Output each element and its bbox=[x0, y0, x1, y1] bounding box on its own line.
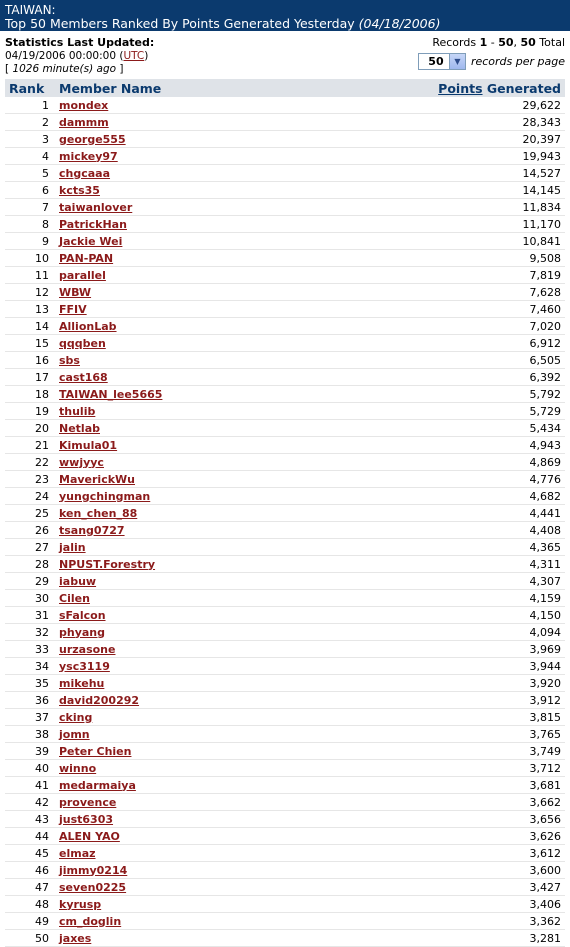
rank-cell: 42 bbox=[5, 794, 55, 811]
table-row bbox=[5, 284, 565, 301]
rank-cell: 20 bbox=[5, 420, 55, 437]
records-per-page-label: records per page bbox=[470, 55, 565, 68]
points-cell: 29,622 bbox=[290, 97, 565, 114]
table-row bbox=[5, 97, 565, 114]
points-cell: 9,508 bbox=[290, 250, 565, 267]
member-name-link[interactable]: wwjyyc bbox=[59, 455, 104, 469]
ago-text: 1026 minute(s) ago bbox=[12, 63, 117, 75]
rank-cell: 33 bbox=[5, 641, 55, 658]
member-cell bbox=[55, 301, 290, 318]
member-name-link[interactable]: kcts35 bbox=[59, 183, 100, 197]
table-row bbox=[5, 505, 565, 522]
rank-cell: 32 bbox=[5, 624, 55, 641]
rank-cell: 30 bbox=[5, 590, 55, 607]
rank-cell: 8 bbox=[5, 216, 55, 233]
rank-cell: 48 bbox=[5, 896, 55, 913]
member-name-link[interactable]: elmaz bbox=[59, 846, 96, 860]
member-cell bbox=[55, 624, 290, 641]
table-row bbox=[5, 607, 565, 624]
rank-cell: 11 bbox=[5, 267, 55, 284]
table-row bbox=[5, 743, 565, 760]
member-name-link[interactable]: jomn bbox=[59, 727, 90, 741]
sort-points-link[interactable]: Points bbox=[438, 80, 483, 96]
records-suffix: Total bbox=[535, 36, 565, 49]
member-name-link[interactable]: mickey97 bbox=[59, 149, 118, 163]
member-cell bbox=[55, 420, 290, 437]
rank-cell: 9 bbox=[5, 233, 55, 250]
stats-bar bbox=[0, 31, 570, 79]
points-cell: 3,600 bbox=[290, 862, 565, 879]
member-name-link[interactable]: george555 bbox=[59, 132, 126, 146]
table-row bbox=[5, 182, 565, 199]
rank-cell: 34 bbox=[5, 658, 55, 675]
member-cell bbox=[55, 556, 290, 573]
rank-cell: 12 bbox=[5, 284, 55, 301]
table-header-row bbox=[5, 79, 565, 97]
points-cell: 7,628 bbox=[290, 284, 565, 301]
member-cell bbox=[55, 862, 290, 879]
points-cell: 28,343 bbox=[290, 114, 565, 131]
rank-cell: 31 bbox=[5, 607, 55, 624]
member-cell bbox=[55, 522, 290, 539]
points-cell: 5,434 bbox=[290, 420, 565, 437]
member-name-link[interactable]: PatrickHan bbox=[59, 217, 127, 231]
close-paren: ) bbox=[144, 50, 149, 62]
rank-cell: 22 bbox=[5, 454, 55, 471]
rank-cell: 46 bbox=[5, 862, 55, 879]
member-name-link[interactable]: jalin bbox=[59, 540, 86, 554]
rank-cell: 18 bbox=[5, 386, 55, 403]
member-name-link[interactable]: FFIV bbox=[59, 302, 87, 316]
rank-cell: 17 bbox=[5, 369, 55, 386]
table-row bbox=[5, 420, 565, 437]
rank-cell: 49 bbox=[5, 913, 55, 930]
member-cell bbox=[55, 148, 290, 165]
points-cell: 4,365 bbox=[290, 539, 565, 556]
member-cell bbox=[55, 454, 290, 471]
rank-cell: 5 bbox=[5, 165, 55, 182]
points-cell: 10,841 bbox=[290, 233, 565, 250]
member-name-link[interactable]: sbs bbox=[59, 353, 80, 367]
member-cell bbox=[55, 352, 290, 369]
member-name-link[interactable]: cm_doglin bbox=[59, 914, 122, 928]
member-name-link[interactable]: mondex bbox=[59, 98, 109, 112]
member-cell bbox=[55, 182, 290, 199]
table-row bbox=[5, 811, 565, 828]
page-title-date: (04/18/2006) bbox=[358, 16, 441, 31]
points-cell: 3,427 bbox=[290, 879, 565, 896]
rank-cell: 43 bbox=[5, 811, 55, 828]
points-cell: 4,311 bbox=[290, 556, 565, 573]
member-cell bbox=[55, 437, 290, 454]
utc-link[interactable]: UTC bbox=[123, 50, 145, 62]
rank-cell: 35 bbox=[5, 675, 55, 692]
points-cell: 11,834 bbox=[290, 199, 565, 216]
rank-cell: 13 bbox=[5, 301, 55, 318]
records-total: 50 bbox=[520, 36, 536, 49]
member-cell bbox=[55, 216, 290, 233]
member-name-link[interactable]: dammm bbox=[59, 115, 109, 129]
member-name-link[interactable]: Peter Chien bbox=[59, 744, 132, 758]
rank-cell: 27 bbox=[5, 539, 55, 556]
member-name-link[interactable]: qqqben bbox=[59, 336, 106, 350]
points-cell: 3,406 bbox=[290, 896, 565, 913]
member-name-link[interactable]: cast168 bbox=[59, 370, 108, 384]
points-cell: 3,656 bbox=[290, 811, 565, 828]
table-row bbox=[5, 675, 565, 692]
table-row bbox=[5, 862, 565, 879]
col-member-header: Member Name bbox=[55, 79, 290, 97]
table-row bbox=[5, 318, 565, 335]
points-cell: 3,920 bbox=[290, 675, 565, 692]
member-cell bbox=[55, 165, 290, 182]
member-name-link[interactable]: kyrusp bbox=[59, 897, 102, 911]
points-cell: 4,159 bbox=[290, 590, 565, 607]
member-name-link[interactable]: jaxes bbox=[59, 931, 92, 945]
last-updated-label: Statistics Last Updated: bbox=[5, 36, 155, 49]
table-row bbox=[5, 488, 565, 505]
table-row bbox=[5, 199, 565, 216]
member-name-link[interactable]: WBW bbox=[59, 285, 92, 299]
points-cell: 4,682 bbox=[290, 488, 565, 505]
points-cell: 7,819 bbox=[290, 267, 565, 284]
table-row bbox=[5, 556, 565, 573]
table-row bbox=[5, 624, 565, 641]
member-cell bbox=[55, 233, 290, 250]
points-cell: 19,943 bbox=[290, 148, 565, 165]
points-cell: 3,281 bbox=[290, 930, 565, 947]
table-row bbox=[5, 335, 565, 352]
rank-cell: 38 bbox=[5, 726, 55, 743]
rank-cell: 47 bbox=[5, 879, 55, 896]
member-name-link[interactable]: iabuw bbox=[59, 574, 97, 588]
rank-cell: 21 bbox=[5, 437, 55, 454]
table-row bbox=[5, 760, 565, 777]
col-rank-header: Rank bbox=[5, 79, 55, 97]
member-name-link[interactable]: MaverickWu bbox=[59, 472, 135, 486]
records-to: 50 bbox=[498, 36, 514, 49]
rank-cell: 15 bbox=[5, 335, 55, 352]
table-row bbox=[5, 879, 565, 896]
points-cell: 3,944 bbox=[290, 658, 565, 675]
member-cell bbox=[55, 318, 290, 335]
table-row bbox=[5, 522, 565, 539]
table-row bbox=[5, 573, 565, 590]
table-row bbox=[5, 828, 565, 845]
table-row bbox=[5, 267, 565, 284]
rank-cell: 24 bbox=[5, 488, 55, 505]
member-cell bbox=[55, 335, 290, 352]
minutes-ago bbox=[5, 63, 154, 76]
table-row bbox=[5, 369, 565, 386]
points-cell: 3,612 bbox=[290, 845, 565, 862]
rank-cell: 1 bbox=[5, 97, 55, 114]
member-cell bbox=[55, 896, 290, 913]
member-cell bbox=[55, 590, 290, 607]
member-name-link[interactable]: chgcaaa bbox=[59, 166, 111, 180]
rank-cell: 25 bbox=[5, 505, 55, 522]
points-cell: 6,392 bbox=[290, 369, 565, 386]
member-cell bbox=[55, 267, 290, 284]
member-cell bbox=[55, 675, 290, 692]
rank-cell: 14 bbox=[5, 318, 55, 335]
points-cell: 3,362 bbox=[290, 913, 565, 930]
member-name-link[interactable]: NPUST.Forestry bbox=[59, 557, 156, 571]
member-name-link[interactable]: phyang bbox=[59, 625, 106, 639]
member-cell bbox=[55, 505, 290, 522]
points-cell: 3,969 bbox=[290, 641, 565, 658]
member-cell bbox=[55, 539, 290, 556]
points-cell: 6,912 bbox=[290, 335, 565, 352]
member-cell bbox=[55, 794, 290, 811]
page-title-text: Top 50 Members Ranked By Points Generated Yesterday bbox=[5, 16, 359, 31]
last-updated-datetime bbox=[5, 50, 154, 63]
records-from: 1 bbox=[479, 36, 488, 49]
member-name-link[interactable]: just6303 bbox=[59, 812, 114, 826]
member-cell bbox=[55, 403, 290, 420]
rank-cell: 45 bbox=[5, 845, 55, 862]
member-name-link[interactable]: cking bbox=[59, 710, 93, 724]
member-cell bbox=[55, 97, 290, 114]
points-cell: 3,765 bbox=[290, 726, 565, 743]
points-cell: 3,662 bbox=[290, 794, 565, 811]
table-row bbox=[5, 777, 565, 794]
datetime-text: 04/19/2006 00:00:00 ( bbox=[5, 50, 124, 62]
points-cell: 3,681 bbox=[290, 777, 565, 794]
member-cell bbox=[55, 777, 290, 794]
table-row bbox=[5, 641, 565, 658]
records-dash: - bbox=[487, 36, 499, 49]
member-name-link[interactable]: jimmy0214 bbox=[59, 863, 128, 877]
rank-cell: 37 bbox=[5, 709, 55, 726]
member-cell bbox=[55, 488, 290, 505]
records-count bbox=[418, 36, 565, 49]
member-name-link[interactable]: Netlab bbox=[59, 421, 100, 435]
table-row bbox=[5, 658, 565, 675]
table-row bbox=[5, 590, 565, 607]
points-cell: 4,307 bbox=[290, 573, 565, 590]
rank-cell: 16 bbox=[5, 352, 55, 369]
points-cell: 7,460 bbox=[290, 301, 565, 318]
member-name-link[interactable]: urzasone bbox=[59, 642, 116, 656]
rank-cell: 39 bbox=[5, 743, 55, 760]
member-name-link[interactable]: ken_chen_88 bbox=[59, 506, 138, 520]
records-per-page-select[interactable] bbox=[418, 53, 466, 70]
member-cell bbox=[55, 131, 290, 148]
member-cell bbox=[55, 386, 290, 403]
rank-cell: 40 bbox=[5, 760, 55, 777]
col-points-rest: Generated bbox=[482, 80, 561, 96]
member-cell bbox=[55, 726, 290, 743]
table-row bbox=[5, 726, 565, 743]
table-row bbox=[5, 896, 565, 913]
points-cell: 20,397 bbox=[290, 131, 565, 148]
points-cell: 7,020 bbox=[290, 318, 565, 335]
last-updated bbox=[5, 36, 154, 76]
col-points-header bbox=[290, 79, 565, 97]
points-cell: 5,729 bbox=[290, 403, 565, 420]
member-name-link[interactable]: mikehu bbox=[59, 676, 105, 690]
points-cell: 3,912 bbox=[290, 692, 565, 709]
rank-cell: 41 bbox=[5, 777, 55, 794]
member-name-link[interactable]: ysc3119 bbox=[59, 659, 110, 673]
member-cell bbox=[55, 845, 290, 862]
table-row bbox=[5, 250, 565, 267]
rank-cell: 44 bbox=[5, 828, 55, 845]
table-row bbox=[5, 165, 565, 182]
member-cell bbox=[55, 811, 290, 828]
member-name-link[interactable]: PAN-PAN bbox=[59, 251, 114, 265]
rank-cell: 6 bbox=[5, 182, 55, 199]
points-cell: 4,776 bbox=[290, 471, 565, 488]
points-cell: 6,505 bbox=[290, 352, 565, 369]
table-row bbox=[5, 471, 565, 488]
points-cell: 3,626 bbox=[290, 828, 565, 845]
rank-cell: 4 bbox=[5, 148, 55, 165]
rankings-table bbox=[5, 79, 565, 947]
table-row bbox=[5, 539, 565, 556]
table-row bbox=[5, 216, 565, 233]
member-name-link[interactable]: provence bbox=[59, 795, 117, 809]
points-cell: 4,150 bbox=[290, 607, 565, 624]
ago-open: [ bbox=[5, 63, 13, 75]
table-row bbox=[5, 114, 565, 131]
ago-close: ] bbox=[116, 63, 124, 75]
table-row bbox=[5, 131, 565, 148]
member-cell bbox=[55, 573, 290, 590]
member-cell bbox=[55, 641, 290, 658]
member-cell bbox=[55, 658, 290, 675]
table-row bbox=[5, 845, 565, 862]
member-name-link[interactable]: Jackie Wei bbox=[59, 234, 123, 248]
table-row bbox=[5, 233, 565, 250]
member-name-link[interactable]: AllionLab bbox=[59, 319, 117, 333]
table-row bbox=[5, 352, 565, 369]
member-name-link[interactable]: taiwanlover bbox=[59, 200, 133, 214]
chevron-down-icon[interactable]: ▼ bbox=[449, 54, 465, 69]
points-cell: 4,441 bbox=[290, 505, 565, 522]
points-cell: 4,943 bbox=[290, 437, 565, 454]
points-cell: 14,145 bbox=[290, 182, 565, 199]
records-info bbox=[418, 36, 565, 70]
points-cell: 4,408 bbox=[290, 522, 565, 539]
page-header bbox=[0, 0, 570, 31]
member-name-link[interactable]: parallel bbox=[59, 268, 106, 282]
member-cell bbox=[55, 760, 290, 777]
rank-cell: 50 bbox=[5, 930, 55, 947]
rank-cell: 2 bbox=[5, 114, 55, 131]
member-name-link[interactable]: seven0225 bbox=[59, 880, 127, 894]
page-title bbox=[5, 17, 565, 31]
member-cell bbox=[55, 284, 290, 301]
points-cell: 4,869 bbox=[290, 454, 565, 471]
records-per-page-value: 50 bbox=[428, 55, 444, 68]
member-name-link[interactable]: yungchingman bbox=[59, 489, 151, 503]
region-title: TAIWAN: bbox=[5, 3, 56, 17]
member-name-link[interactable]: thulib bbox=[59, 404, 96, 418]
table-row bbox=[5, 148, 565, 165]
rank-cell: 26 bbox=[5, 522, 55, 539]
table-row bbox=[5, 794, 565, 811]
table-row bbox=[5, 403, 565, 420]
points-cell: 14,527 bbox=[290, 165, 565, 182]
member-cell bbox=[55, 828, 290, 845]
points-cell: 3,749 bbox=[290, 743, 565, 760]
member-cell bbox=[55, 607, 290, 624]
points-cell: 4,094 bbox=[290, 624, 565, 641]
records-comma: , bbox=[513, 36, 521, 49]
rank-cell: 29 bbox=[5, 573, 55, 590]
table-row bbox=[5, 386, 565, 403]
rank-cell: 36 bbox=[5, 692, 55, 709]
member-name-link[interactable]: medarmaiya bbox=[59, 778, 136, 792]
member-cell bbox=[55, 879, 290, 896]
member-cell bbox=[55, 709, 290, 726]
table-row bbox=[5, 709, 565, 726]
member-cell bbox=[55, 930, 290, 947]
member-cell bbox=[55, 250, 290, 267]
member-cell bbox=[55, 692, 290, 709]
member-name-link[interactable]: sFalcon bbox=[59, 608, 106, 622]
points-cell: 3,712 bbox=[290, 760, 565, 777]
records-prefix: Records bbox=[432, 36, 480, 49]
member-name-link[interactable]: Cilen bbox=[59, 591, 90, 605]
member-name-link[interactable]: Kimula01 bbox=[59, 438, 118, 452]
member-name-link[interactable]: ALEN YAO bbox=[59, 829, 120, 843]
rank-cell: 3 bbox=[5, 131, 55, 148]
table-row bbox=[5, 454, 565, 471]
member-name-link[interactable]: david200292 bbox=[59, 693, 140, 707]
member-cell bbox=[55, 199, 290, 216]
rank-cell: 19 bbox=[5, 403, 55, 420]
records-per-page bbox=[418, 53, 565, 70]
points-cell: 3,815 bbox=[290, 709, 565, 726]
member-name-link[interactable]: winno bbox=[59, 761, 97, 775]
member-cell bbox=[55, 369, 290, 386]
points-cell: 11,170 bbox=[290, 216, 565, 233]
member-cell bbox=[55, 114, 290, 131]
member-cell bbox=[55, 743, 290, 760]
table-row bbox=[5, 692, 565, 709]
rank-cell: 23 bbox=[5, 471, 55, 488]
member-name-link[interactable]: TAIWAN_lee5665 bbox=[59, 387, 163, 401]
points-cell: 5,792 bbox=[290, 386, 565, 403]
rank-cell: 28 bbox=[5, 556, 55, 573]
member-name-link[interactable]: tsang0727 bbox=[59, 523, 125, 537]
table-row bbox=[5, 437, 565, 454]
table-row bbox=[5, 301, 565, 318]
member-cell bbox=[55, 913, 290, 930]
member-cell bbox=[55, 471, 290, 488]
table-row bbox=[5, 913, 565, 930]
rank-cell: 7 bbox=[5, 199, 55, 216]
table-row bbox=[5, 930, 565, 947]
rank-cell: 10 bbox=[5, 250, 55, 267]
